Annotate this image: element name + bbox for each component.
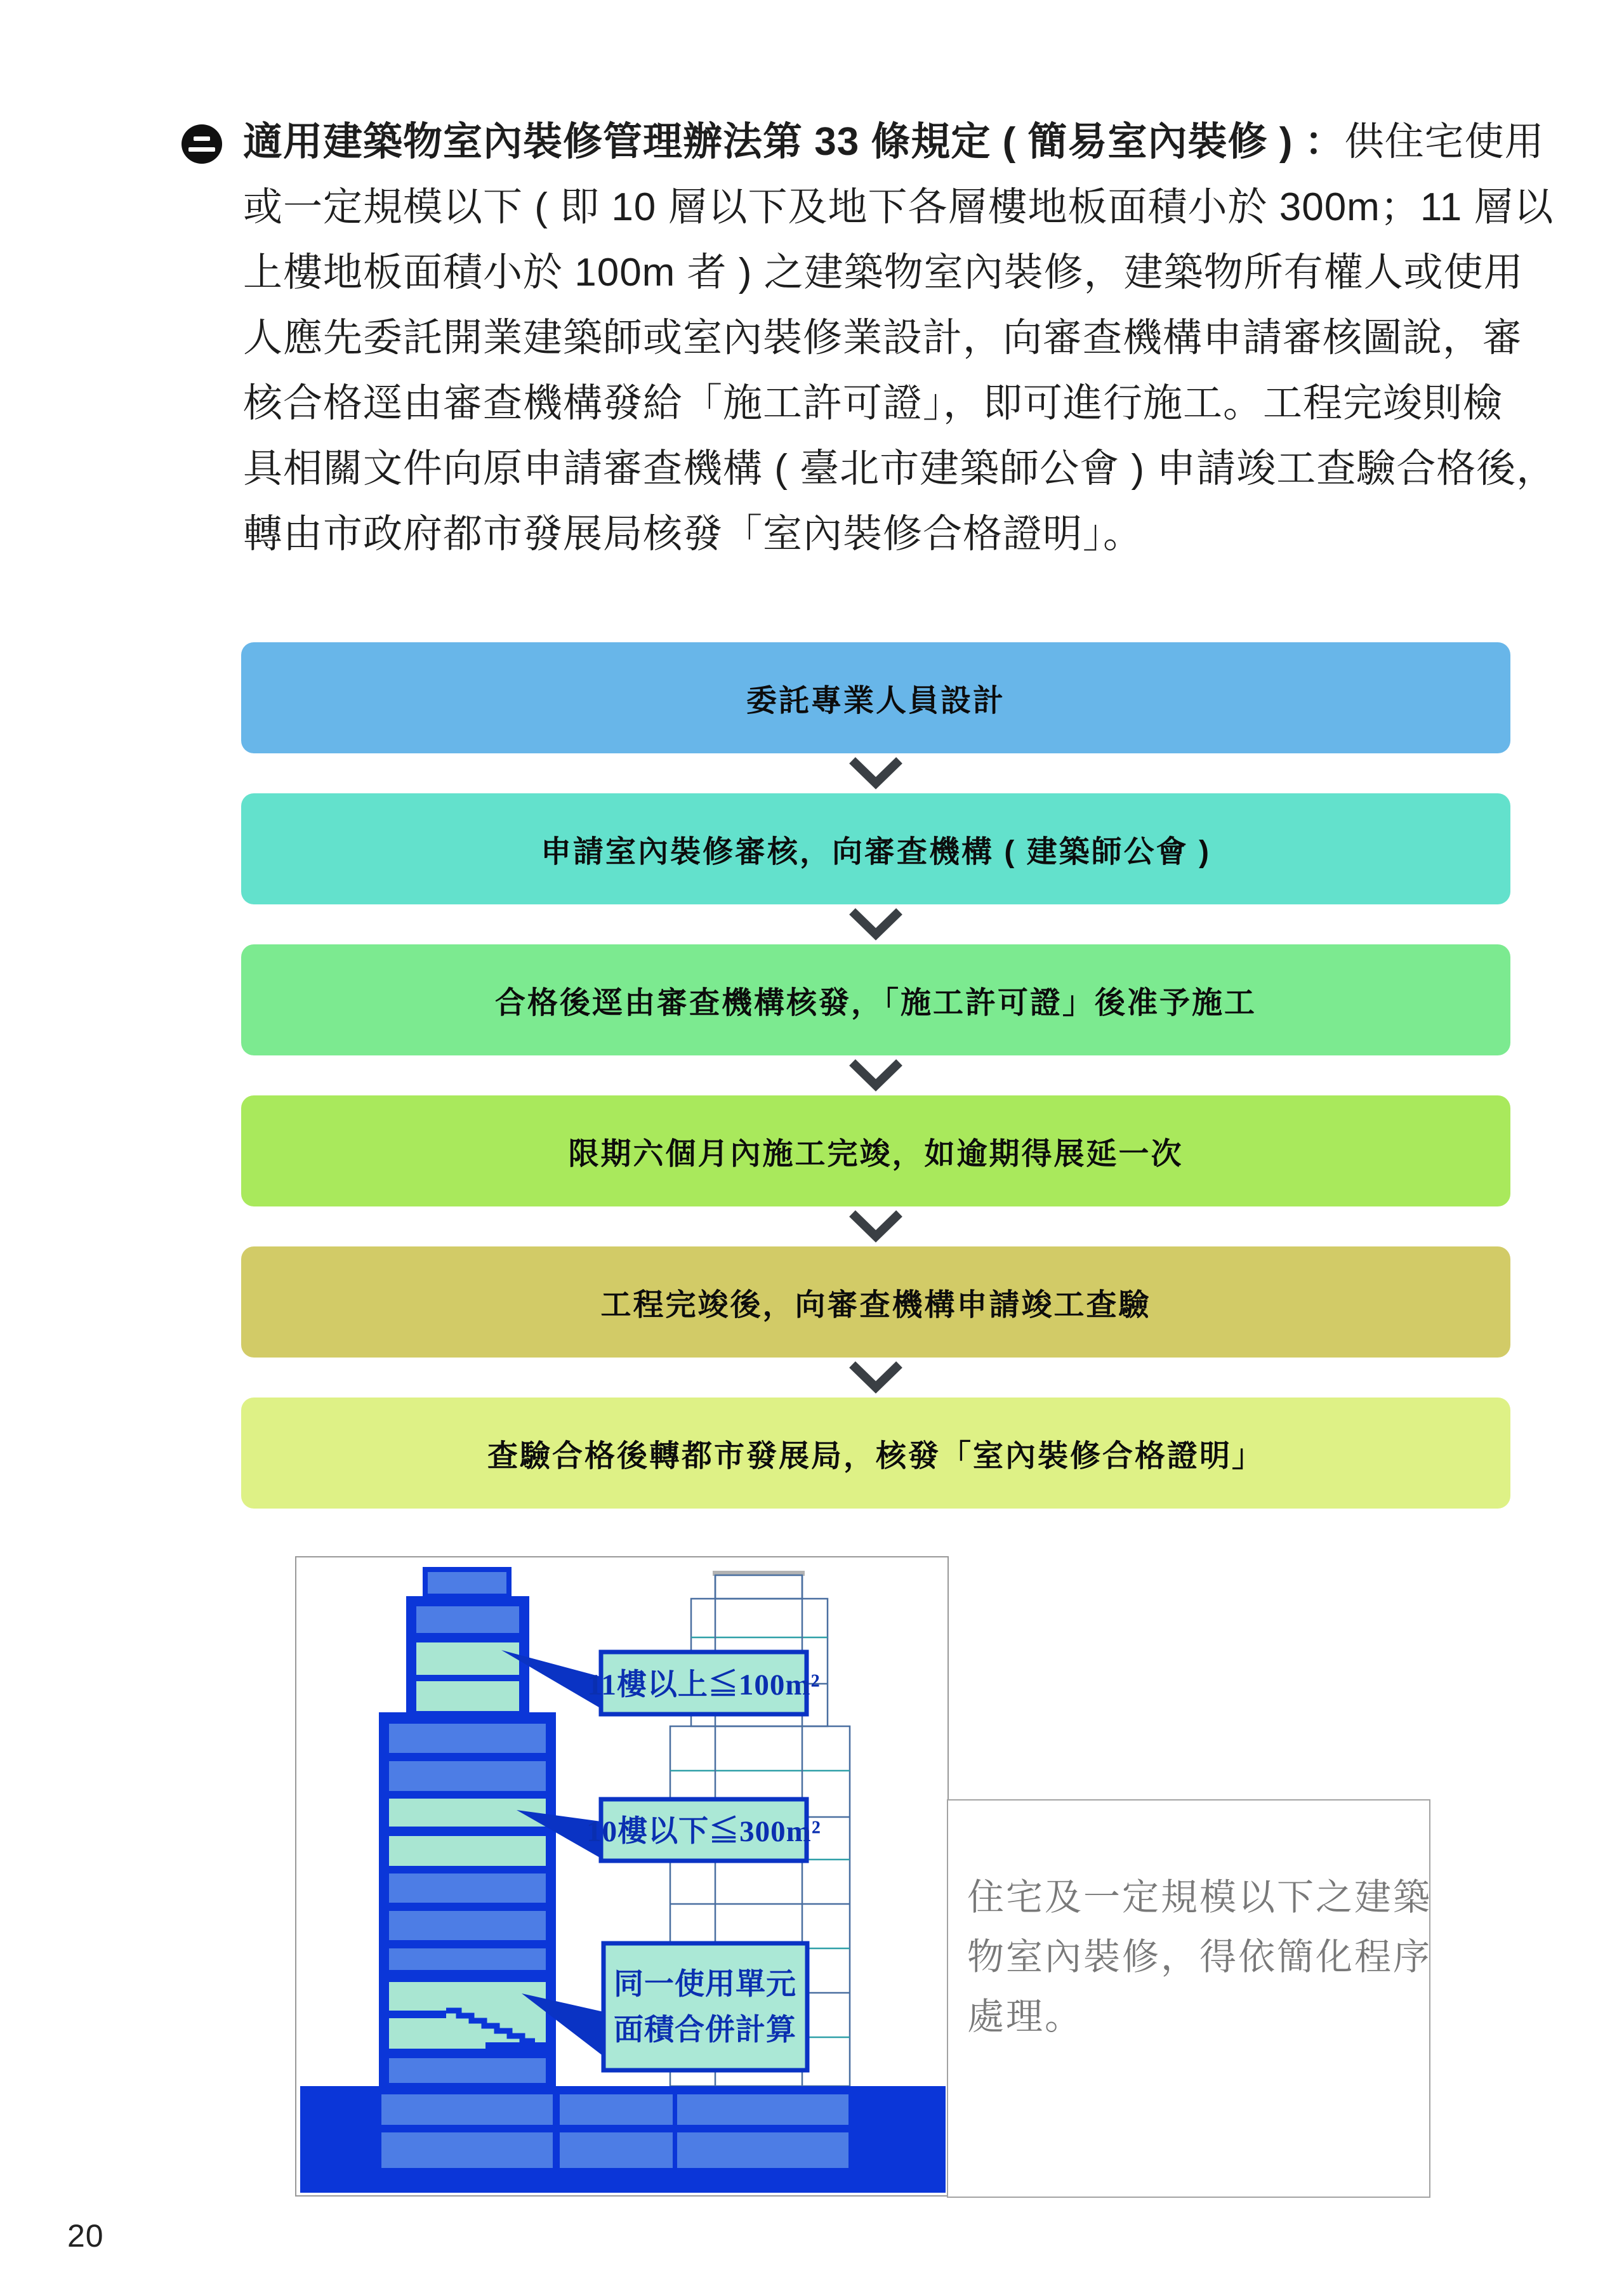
note-line-3: 處理。 bbox=[967, 1996, 1084, 2037]
building-diagram bbox=[295, 1556, 949, 2197]
list-bullet-icon bbox=[182, 124, 222, 164]
paragraph-title-rest: 供住宅使用 bbox=[1344, 120, 1545, 164]
flow-step-2 bbox=[241, 793, 1510, 904]
paragraph-line-4: 人應先委託開業建築師或室內裝修業設計，向審查機構申請審核圖說，審 bbox=[243, 316, 1523, 360]
intro-paragraph bbox=[243, 109, 1557, 567]
unit-floor-slab bbox=[389, 2011, 446, 2018]
chevron-down-icon bbox=[847, 1361, 904, 1394]
callout-10f-label: 10樓以下≦300m² bbox=[586, 1815, 821, 1848]
flow-step-2-label: 申請室內裝修審核，向審查機構 ( 建築師公會 ) bbox=[541, 835, 1211, 869]
paragraph-title: 適用建築物室內裝修管理辦法第 33 條規定 ( 簡易室內裝修 ) ： bbox=[243, 120, 1345, 164]
flow-step-6 bbox=[241, 1398, 1510, 1509]
note-line-1: 住宅及一定規模以下之建築 bbox=[967, 1877, 1432, 1918]
flow-step-1-label: 委託專業人員設計 bbox=[746, 684, 1005, 718]
note-line-2: 物室內裝修，得依簡化程序 bbox=[967, 1936, 1432, 1978]
flow-step-4 bbox=[241, 1095, 1510, 1206]
callout-unit-label-1: 同一使用單元 bbox=[614, 1968, 796, 2001]
flow-step-1 bbox=[241, 642, 1510, 753]
paragraph-line-3: 上樓地板面積小於 100m 者 ) 之建築物室內裝修，建築物所有權人或使用 bbox=[243, 251, 1524, 294]
flow-step-3-label: 合格後逕由審查機構核發，「施工許可證」後准予施工 bbox=[494, 986, 1257, 1020]
paragraph-line-7: 轉由市政府都市發展局核發「室內裝修合格證明」。 bbox=[243, 512, 1144, 556]
callouts bbox=[586, 1652, 821, 2070]
paragraph-line-5: 核合格逕由審查機構發給「施工許可證」，即可進行施工。工程完竣則檢 bbox=[243, 381, 1503, 425]
flow-step-6-label: 查驗合格後轉都市發展局，核發「室內裝修合格證明」 bbox=[487, 1439, 1264, 1473]
chevron-down-icon bbox=[847, 757, 904, 790]
flow-step-4-label: 限期六個月內施工完竣，如逾期得展延一次 bbox=[568, 1137, 1184, 1171]
callout-unit-label-2: 面積合併計算 bbox=[614, 2014, 796, 2047]
page-number: 20 bbox=[67, 2218, 104, 2254]
flow-step-5 bbox=[241, 1246, 1510, 1358]
callout-11f-label: 11樓以上≦100m² bbox=[587, 1669, 821, 1702]
paragraph-line-1 bbox=[243, 109, 1545, 175]
chevron-down-icon bbox=[847, 908, 904, 941]
paragraph-line-6: 具相關文件向原申請審查機構 ( 臺北市建築師公會 ) 申請竣工查驗合格後， bbox=[243, 447, 1557, 491]
note-box bbox=[947, 1799, 1430, 2198]
flow-step-5-label: 工程完竣後，向審查機構申請竣工查驗 bbox=[600, 1288, 1151, 1322]
paragraph-line-2: 或一定規模以下 ( 即 10 層以下及地下各層樓地板面積小於 300m；11 層以 bbox=[243, 185, 1554, 229]
chevron-down-icon bbox=[847, 1059, 904, 1092]
flow-step-3 bbox=[241, 944, 1510, 1055]
chevron-down-icon bbox=[847, 1210, 904, 1243]
callout-unit bbox=[604, 1943, 807, 2070]
